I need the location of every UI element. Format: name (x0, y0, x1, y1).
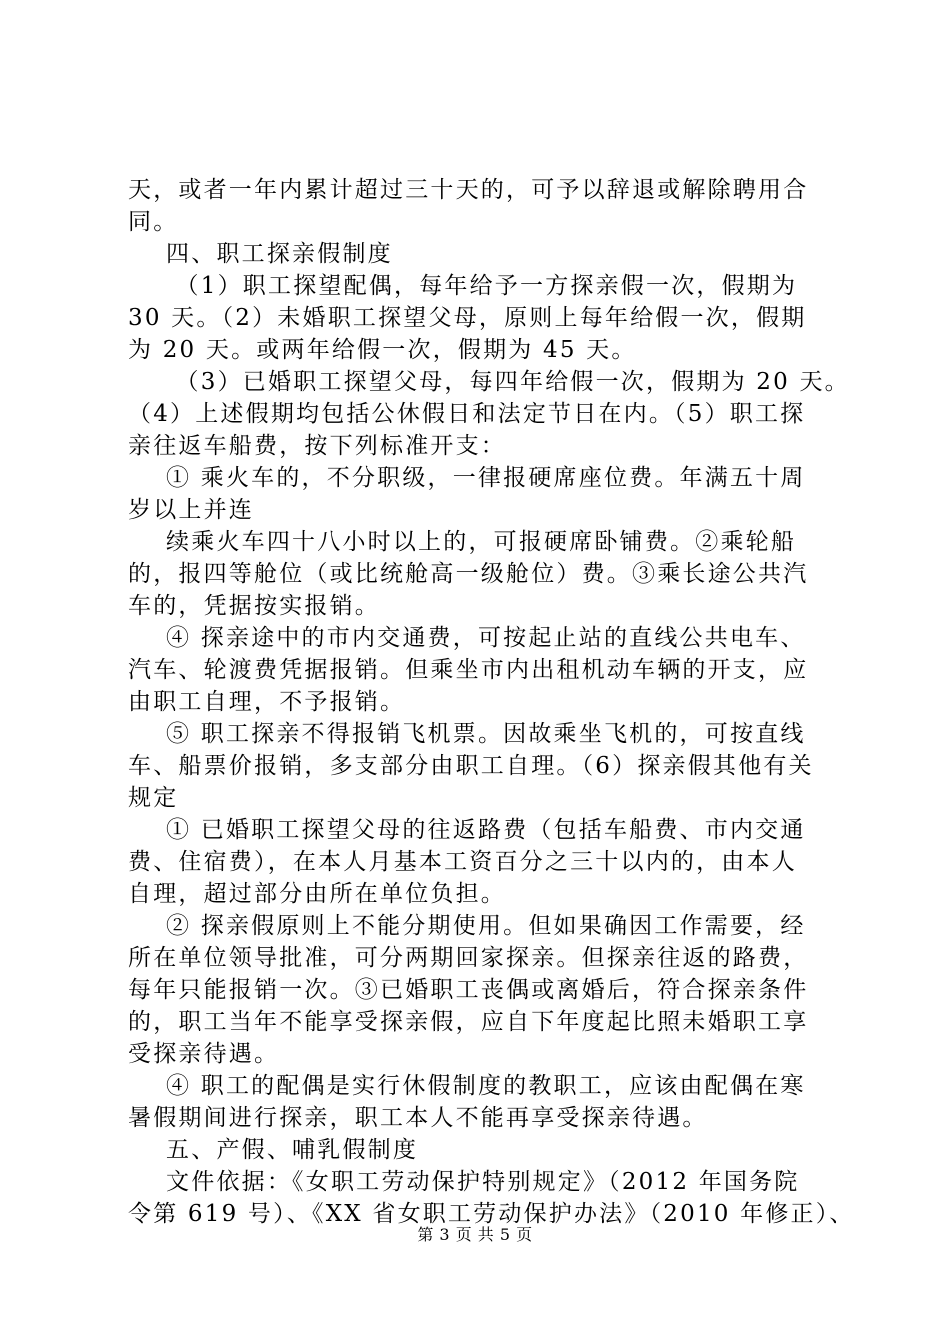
text-line: 车的，凭据按实报销。 (128, 593, 380, 619)
text-line: ④ 职工的配偶是实行休假制度的教职工，应该由配偶在寒 (128, 1073, 806, 1099)
text-line: 30 天。（2）未婚职工探望父母，原则上每年给假一次，假期 (128, 305, 807, 331)
page-number-footer: 第 3 页 共 5 页 (417, 1225, 533, 1244)
text-line: 暑假期间进行探亲，职工本人不能再享受探亲待遇。 (128, 1105, 708, 1131)
text-line: 为 20 天。或两年给假一次，假期为 45 天。 (128, 337, 637, 363)
section-heading: 五、产假、哺乳假制度 (128, 1137, 419, 1163)
text-line: 所在单位领导批准，可分两期回家探亲。但探亲往返的路费， (128, 945, 809, 971)
text-line: 的，职工当年不能享受探亲假，应自下年度起比照未婚职工享 (128, 1009, 809, 1035)
text-line: 令第 619 号）、《XX 省女职工劳动保护办法》（2010 年修正）、 (128, 1201, 855, 1227)
text-line: 车、船票价报销，多支部分由职工自理。（6）探亲假其他有关 (128, 753, 814, 779)
text-line: 规定 (128, 785, 179, 811)
text-line: 天，或者一年内累计超过三十天的，可予以辞退或解除聘用合 (128, 177, 809, 203)
text-line: 岁以上并连 (128, 497, 254, 523)
text-line: 费、住宿费），在本人月基本工资百分之三十以内的，由本人 (128, 849, 797, 875)
text-line: （4）上述假期均包括公休假日和法定节日在内。（5）职工探 (128, 401, 806, 427)
text-line: 亲往返车船费，按下列标准开支： (128, 433, 506, 459)
text-line: 的，报四等舱位（或比统舱高一级舱位）费。③乘长途公共汽 (128, 561, 809, 587)
text-line: （1）职工探望配偶，每年给予一方探亲假一次，假期为 (128, 273, 798, 299)
text-line: ① 乘火车的，不分职级，一律报硬席座位费。年满五十周 (128, 465, 806, 491)
text-line: 受探亲待遇。 (128, 1041, 280, 1067)
text-line: 由职工自理，不予报销。 (128, 689, 406, 715)
text-line: 每年只能报销一次。③已婚职工丧偶或离婚后，符合探亲条件 (128, 977, 809, 1003)
text-line: ① 已婚职工探望父母的往返路费（包括车船费、市内交通 (128, 817, 806, 843)
text-line: ② 探亲假原则上不能分期使用。但如果确因工作需要，经 (128, 913, 806, 939)
text-line: 续乘火车四十八小时以上的，可报硬席卧铺费。②乘轮船 (128, 529, 797, 555)
text-line: （3）已婚职工探望父母，每四年给假一次，假期为 20 天。 (128, 369, 850, 395)
text-line: ⑤ 职工探亲不得报销飞机票。因故乘坐飞机的，可按直线 (128, 721, 806, 747)
text-line: 同。 (128, 209, 179, 235)
document-body (128, 174, 855, 1230)
text-line: 汽车、轮渡费凭据报销。但乘坐市内出租机动车辆的开支，应 (128, 657, 809, 683)
text-line: ④ 探亲途中的市内交通费，可按起止站的直线公共电车、 (128, 625, 806, 651)
text-line: 自理，超过部分由所在单位负担。 (128, 881, 506, 907)
section-heading: 四、职工探亲假制度 (128, 241, 393, 267)
text-line: 文件依据：《女职工劳动保护特别规定》（2012 年国务院 (128, 1169, 800, 1195)
